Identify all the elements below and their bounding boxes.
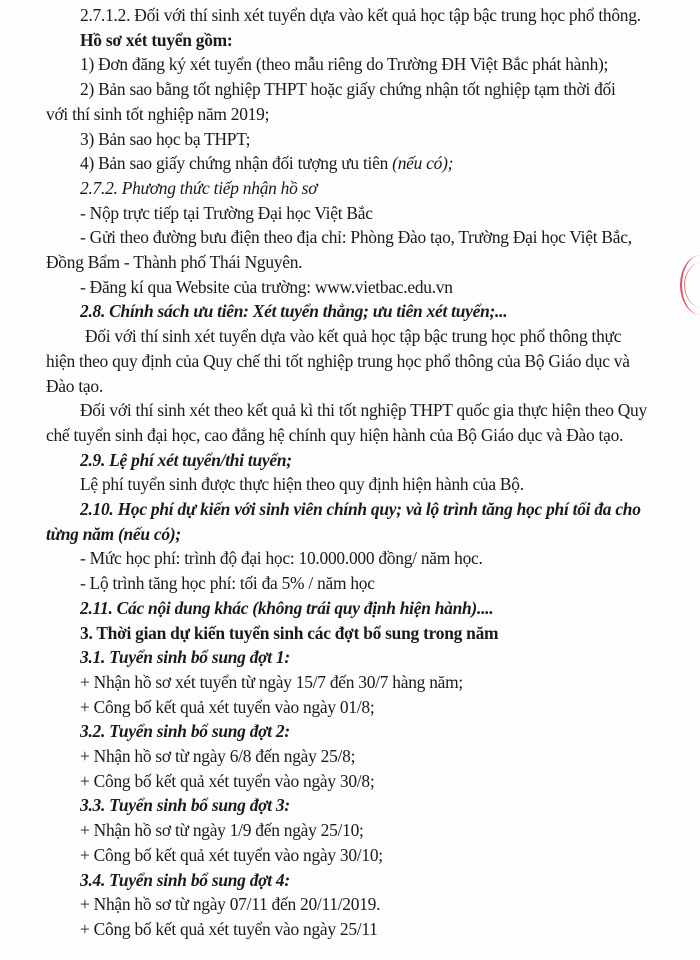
dossier-item-4: 4) Bản sao giấy chứng nhận đối tượng ưu tiên (nếu có); bbox=[80, 153, 454, 174]
round-2-announce: + Công bố kết quả xét tuyển vào ngày 30/8; bbox=[80, 770, 375, 791]
priority-policy-para-1-cont: hiện theo quy định của Quy chế thi tốt nghiệp trung học phổ thông của Bộ Giáo dục và bbox=[46, 350, 630, 371]
round-4-heading: 3.4. Tuyển sinh bổ sung đợt 4: bbox=[80, 869, 290, 890]
round-3-receive: + Nhận hồ sơ từ ngày 1/9 đến ngày 25/10; bbox=[80, 820, 364, 841]
round-1-receive: + Nhận hồ sơ xét tuyển từ ngày 15/7 đến 30/7 hàng năm; bbox=[80, 671, 463, 692]
priority-policy-para-1: Đối với thí sinh xét tuyển dựa vào kết quả học tập bậc trung học phổ thông thực bbox=[85, 326, 622, 347]
section-2-7-1-2-heading: 2.7.1.2. Đối với thí sinh xét tuyển dựa vào kết quả học tập bậc trung học phổ thông. bbox=[80, 5, 641, 25]
dossier-item-2: 2) Bản sao bằng tốt nghiệp THPT hoặc giấy chứng nhận tốt nghiệp tạm thời đối bbox=[80, 79, 616, 100]
dossier-item-3: 3) Bản sao học bạ THPT; bbox=[80, 128, 251, 149]
round-2-receive: + Nhận hồ sơ từ ngày 6/8 đến ngày 25/8; bbox=[80, 746, 356, 766]
section-2-7-2-heading: 2.7.2. Phương thức tiếp nhận hồ sơ bbox=[80, 177, 318, 198]
round-3-announce: + Công bố kết quả xét tuyển vào ngày 30/10; bbox=[80, 844, 383, 865]
round-1-heading: 3.1. Tuyển sinh bổ sung đợt 1: bbox=[80, 647, 290, 668]
section-2-11-heading: 2.11. Các nội dung khác (không trái quy định hiện hành).... bbox=[80, 597, 494, 618]
priority-policy-para-2-cont: chế tuyển sinh đại học, cao đẳng hệ chính quy hiện hành của Bộ Giáo dục và Đào tạo. bbox=[46, 424, 624, 445]
section-2-10-heading-cont: từng năm (nếu có); bbox=[46, 523, 181, 544]
submission-method-2-cont: Đồng Bẩm - Thành phố Thái Nguyên. bbox=[46, 252, 303, 272]
submission-method-1: - Nộp trực tiếp tại Trường Đại học Việt Bắc bbox=[80, 202, 373, 223]
tuition-increase: - Lộ trình tăng học phí: tối đa 5% / năm học bbox=[80, 573, 375, 594]
round-4-receive: + Nhận hồ sơ từ ngày 07/11 đến 20/11/2019. bbox=[80, 894, 381, 915]
round-1-announce: + Công bố kết quả xét tuyển vào ngày 01/8; bbox=[80, 696, 375, 717]
priority-policy-para-1-end: Đào tạo. bbox=[46, 375, 103, 396]
section-2-10-heading: 2.10. Học phí dự kiến với sinh viên chính quy; và lộ trình tăng học phí tối đa cho bbox=[80, 499, 641, 519]
dossier-item-1: 1) Đơn đăng ký xét tuyển (theo mẫu riêng do Trường ĐH Việt Bắc phát hành); bbox=[80, 54, 609, 75]
submission-method-3: - Đăng kí qua Website của trường: www.vietbac.edu.vn bbox=[80, 276, 453, 297]
section-2-8-heading: 2.8. Chính sách ưu tiên: Xét tuyển thẳng; ưu tiên xét tuyển;... bbox=[80, 301, 508, 322]
round-4-announce: + Công bố kết quả xét tuyển vào ngày 25/11 bbox=[80, 918, 378, 939]
submission-method-2: - Gửi theo đường bưu điện theo địa chỉ: Phòng Đào tạo, Trường Đại học Việt Bắc, bbox=[80, 227, 632, 248]
round-2-heading: 3.2. Tuyển sinh bổ sung đợt 2: bbox=[80, 721, 290, 742]
round-3-heading: 3.3. Tuyển sinh bổ sung đợt 3: bbox=[80, 795, 290, 816]
dossier-heading: Hồ sơ xét tuyển gồm: bbox=[80, 29, 233, 50]
if-any-note: (nếu có); bbox=[388, 153, 454, 174]
dossier-item-2-cont: với thí sinh tốt nghiệp năm 2019; bbox=[46, 103, 270, 124]
section-2-9-heading: 2.9. Lệ phí xét tuyển/thi tuyển; bbox=[80, 449, 292, 470]
fee-text: Lệ phí tuyển sinh được thực hiện theo quy định hiện hành của Bộ. bbox=[80, 474, 524, 495]
tuition-level: - Mức học phí: trình độ đại học: 10.000.000 đồng/ năm học. bbox=[80, 548, 483, 569]
priority-policy-para-2: Đối với thí sinh xét theo kết quả kì thi tốt nghiệp THPT quốc gia thực hiện theo Quy bbox=[80, 400, 647, 421]
section-3-heading: 3. Thời gian dự kiến tuyển sinh các đợt bổ sung trong năm bbox=[80, 622, 499, 643]
